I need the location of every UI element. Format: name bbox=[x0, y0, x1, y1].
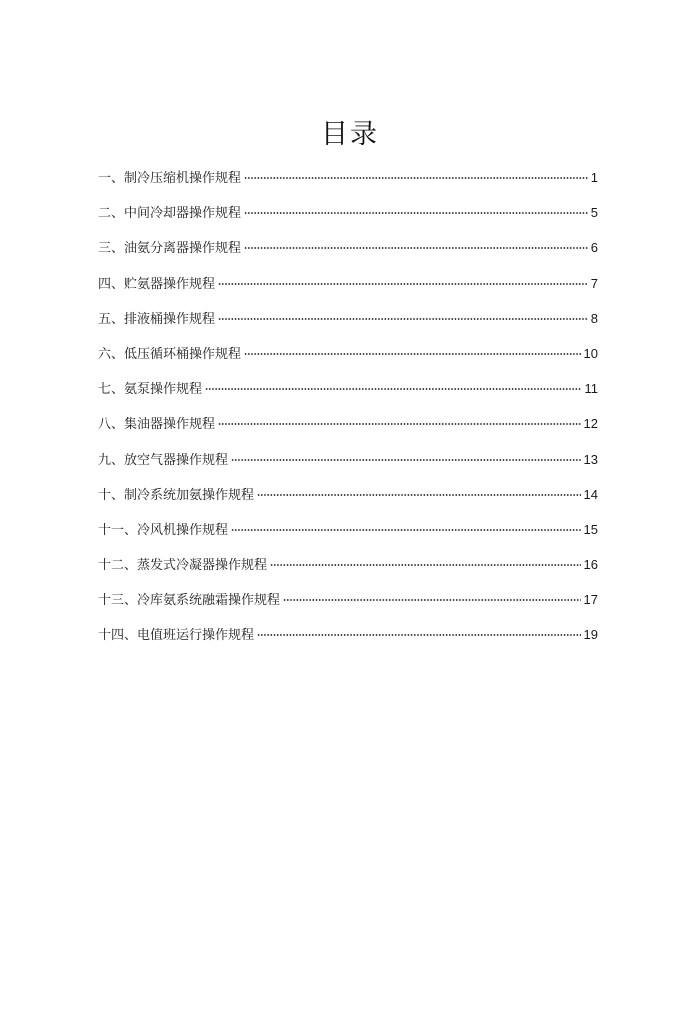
toc-entry[interactable] bbox=[98, 201, 598, 236]
toc-entry[interactable] bbox=[98, 236, 598, 271]
dot-leader bbox=[244, 177, 588, 179]
toc-entry-label: 四、贮氨器操作规程 bbox=[98, 276, 216, 292]
toc-entry-label: 七、氨泵操作规程 bbox=[98, 382, 203, 398]
toc-entry-page-number: 10 bbox=[583, 345, 598, 361]
dot-leader bbox=[283, 599, 581, 601]
toc-entry-page-number: 1 bbox=[590, 170, 598, 185]
toc-entry[interactable] bbox=[98, 483, 598, 518]
toc-entry[interactable] bbox=[98, 588, 598, 623]
toc-entry-page-number: 19 bbox=[583, 627, 598, 643]
toc-entry-page-number: 16 bbox=[583, 557, 598, 573]
toc-entry-page-number: 15 bbox=[583, 521, 598, 537]
toc-entry[interactable] bbox=[98, 166, 598, 201]
toc-title: 目录 bbox=[321, 119, 379, 150]
dot-leader bbox=[231, 529, 581, 531]
toc-entry[interactable] bbox=[98, 342, 598, 377]
toc-entry-page-number: 12 bbox=[583, 416, 598, 432]
toc-entry-label: 十四、电值班运行操作规程 bbox=[98, 628, 255, 644]
toc-entry-label: 一、制冷压缩机操作规程 bbox=[98, 171, 242, 186]
dot-leader bbox=[218, 423, 581, 425]
toc-entry-page-number: 17 bbox=[583, 592, 598, 608]
toc-entry[interactable] bbox=[98, 272, 598, 307]
dot-leader bbox=[205, 388, 581, 390]
toc-entry[interactable] bbox=[98, 412, 598, 447]
toc-entry[interactable] bbox=[98, 553, 598, 588]
toc-entry-label: 十、制冷系统加氨操作规程 bbox=[98, 487, 255, 503]
toc-entry-label: 九、放空气器操作规程 bbox=[98, 452, 229, 468]
dot-leader bbox=[218, 283, 588, 285]
dot-leader bbox=[244, 353, 581, 355]
toc-entry[interactable] bbox=[98, 623, 598, 658]
table-of-contents bbox=[98, 166, 598, 659]
dot-leader bbox=[244, 212, 588, 214]
toc-entry[interactable] bbox=[98, 307, 598, 342]
toc-entry[interactable] bbox=[98, 377, 598, 412]
toc-entry[interactable] bbox=[98, 518, 598, 553]
dot-leader bbox=[231, 459, 581, 461]
toc-entry-label: 八、集油器操作规程 bbox=[98, 417, 216, 433]
toc-entry-page-number: 11 bbox=[584, 381, 598, 397]
toc-entry-page-number: 5 bbox=[590, 205, 598, 221]
dot-leader bbox=[257, 494, 581, 496]
dot-leader bbox=[218, 318, 588, 320]
toc-entry-label: 十三、冷库氨系统融霜操作规程 bbox=[98, 593, 281, 609]
toc-entry-label: 六、低压循环桶操作规程 bbox=[98, 346, 242, 362]
toc-entry-page-number: 7 bbox=[590, 275, 598, 291]
toc-entry-page-number: 6 bbox=[590, 240, 598, 256]
toc-entry-page-number: 8 bbox=[590, 310, 598, 326]
dot-leader bbox=[270, 564, 581, 566]
toc-entry[interactable] bbox=[98, 448, 598, 483]
dot-leader bbox=[257, 634, 581, 636]
toc-entry-label: 三、油氨分离器操作规程 bbox=[98, 241, 242, 257]
dot-leader bbox=[244, 247, 588, 249]
toc-entry-label: 二、中间冷却器操作规程 bbox=[98, 206, 242, 222]
toc-entry-page-number: 13 bbox=[583, 451, 598, 467]
toc-entry-label: 五、排液桶操作规程 bbox=[98, 311, 216, 327]
toc-entry-label: 十一、冷风机操作规程 bbox=[98, 522, 229, 538]
toc-entry-page-number: 14 bbox=[583, 486, 598, 502]
toc-entry-label: 十二、蒸发式冷凝器操作规程 bbox=[98, 558, 268, 574]
